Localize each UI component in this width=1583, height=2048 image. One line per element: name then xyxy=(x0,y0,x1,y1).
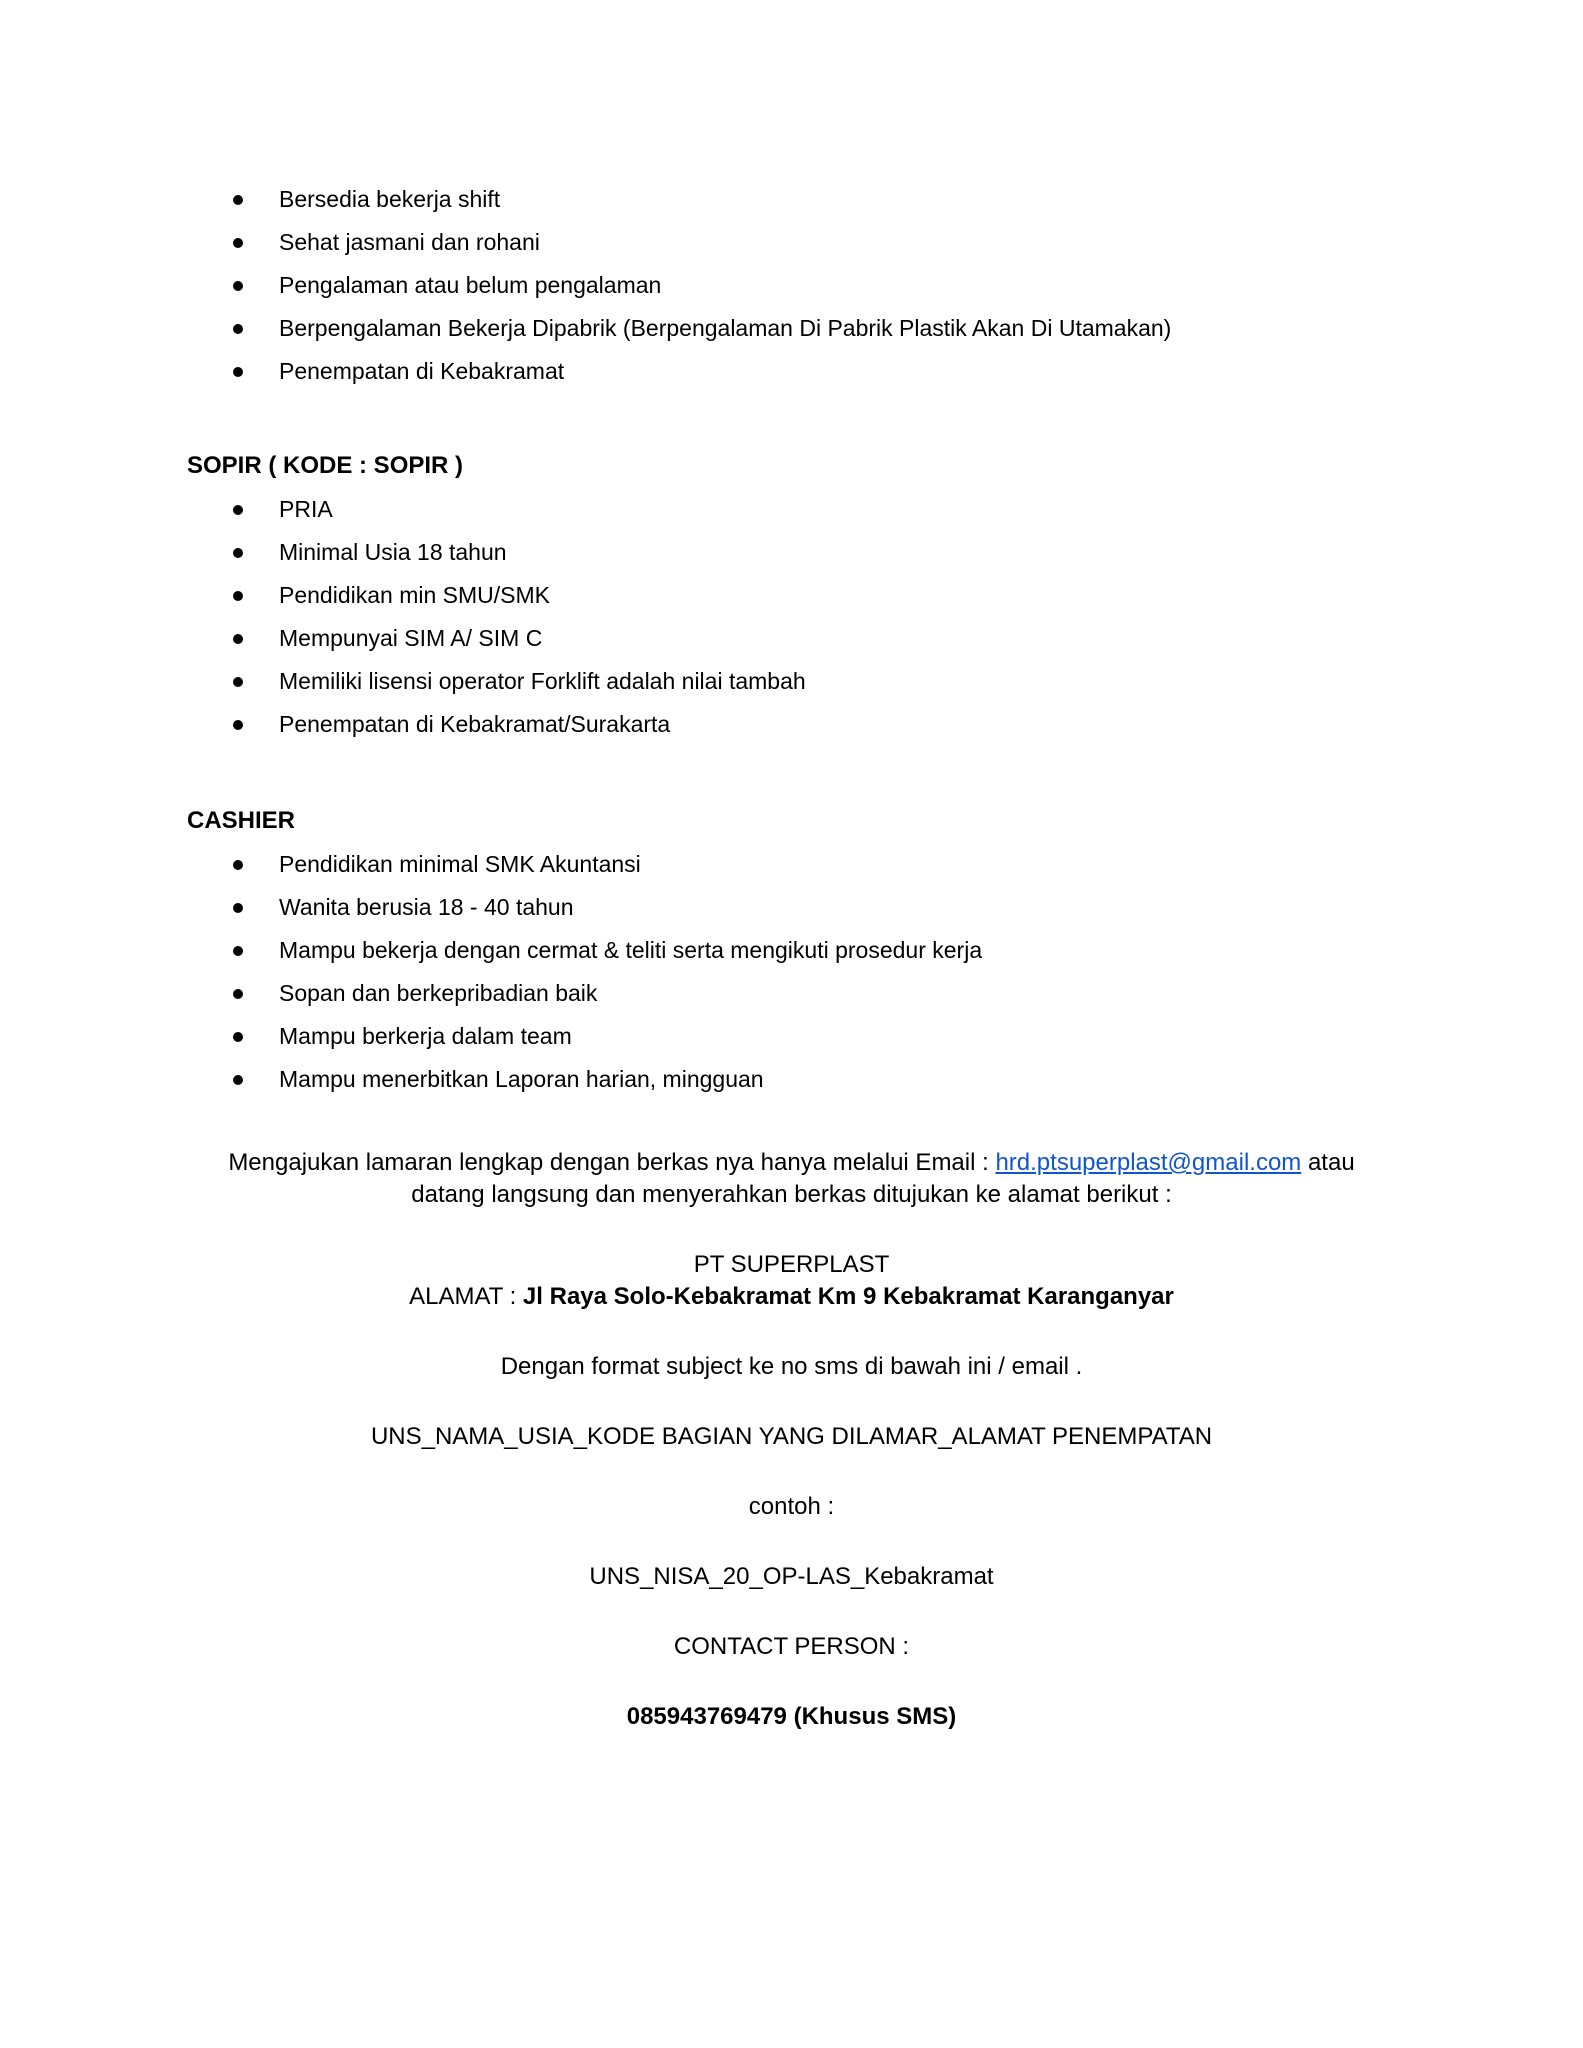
example-value: UNS_NISA_20_OP-LAS_Kebakramat xyxy=(589,1563,994,1590)
bullet-icon xyxy=(233,677,243,687)
bullet-icon xyxy=(233,367,243,377)
list-item: Pendidikan min SMU/SMK xyxy=(187,574,806,617)
requirements-list-top xyxy=(187,178,1171,393)
format-instruction: Dengan format subject ke no sms di bawah ini / email . xyxy=(500,1353,1083,1380)
list-item: Wanita berusia 18 - 40 tahun xyxy=(187,886,982,929)
application-line-2: datang langsung dan menyerahkan berkas ditujukan ke alamat berikut : xyxy=(411,1181,1172,1208)
bullet-icon xyxy=(233,634,243,644)
list-item: Pengalaman atau belum pengalaman xyxy=(187,264,1171,307)
cashier-heading: CASHIER xyxy=(187,807,296,834)
bullet-icon xyxy=(233,1032,243,1042)
list-item: Minimal Usia 18 tahun xyxy=(187,531,806,574)
bullet-icon xyxy=(233,989,243,999)
list-item: Mampu menerbitkan Laporan harian, mingguan xyxy=(187,1058,982,1101)
company-address: Jl Raya Solo-Kebakramat Km 9 Kebakramat Karanganyar xyxy=(522,1283,1174,1310)
company-address-line xyxy=(0,1281,1583,1313)
bullet-icon xyxy=(233,505,243,515)
list-item: Penempatan di Kebakramat xyxy=(187,350,1171,393)
bullet-icon xyxy=(233,238,243,248)
email-link[interactable]: hrd.ptsuperplast@gmail.com xyxy=(995,1149,1302,1176)
bullet-icon xyxy=(233,903,243,913)
list-item: Bersedia bekerja shift xyxy=(187,178,1171,221)
application-line-1 xyxy=(0,1147,1583,1179)
list-item: Mempunyai SIM A/ SIM C xyxy=(187,617,806,660)
list-item: Sehat jasmani dan rohani xyxy=(187,221,1171,264)
list-item: Berpengalaman Bekerja Dipabrik (Berpengalaman Di Pabrik Plastik Akan Di Utamakan) xyxy=(187,307,1171,350)
example-label: contoh : xyxy=(748,1493,835,1520)
list-item: Penempatan di Kebakramat/Surakarta xyxy=(187,703,806,746)
bullet-icon xyxy=(233,591,243,601)
application-text: Mengajukan lamaran lengkap dengan berkas nya hanya melalui Email : xyxy=(228,1149,996,1176)
bullet-icon xyxy=(233,548,243,558)
contact-phone: 085943769479 (Khusus SMS) xyxy=(626,1703,957,1730)
company-name: PT SUPERPLAST xyxy=(693,1251,890,1278)
bullet-icon xyxy=(233,1075,243,1085)
list-item: Mampu bekerja dengan cermat & teliti serta mengikuti prosedur kerja xyxy=(187,929,982,972)
format-template: UNS_NAMA_USIA_KODE BAGIAN YANG DILAMAR_ALAMAT PENEMPATAN xyxy=(370,1423,1213,1450)
list-item: Pendidikan minimal SMK Akuntansi xyxy=(187,843,982,886)
application-suffix: atau xyxy=(1301,1149,1355,1176)
address-label: ALAMAT : xyxy=(409,1283,523,1310)
sopir-heading: SOPIR ( KODE : SOPIR ) xyxy=(187,452,464,479)
bullet-icon xyxy=(233,195,243,205)
sopir-requirements-list xyxy=(187,488,806,746)
bullet-icon xyxy=(233,324,243,334)
bullet-icon xyxy=(233,860,243,870)
list-item: Sopan dan berkepribadian baik xyxy=(187,972,982,1015)
bullet-icon xyxy=(233,281,243,291)
list-item: Memiliki lisensi operator Forklift adalah nilai tambah xyxy=(187,660,806,703)
bullet-icon xyxy=(233,946,243,956)
contact-label: CONTACT PERSON : xyxy=(673,1633,910,1660)
list-item: PRIA xyxy=(187,488,806,531)
cashier-requirements-list xyxy=(187,843,982,1101)
list-item: Mampu berkerja dalam team xyxy=(187,1015,982,1058)
bullet-icon xyxy=(233,720,243,730)
